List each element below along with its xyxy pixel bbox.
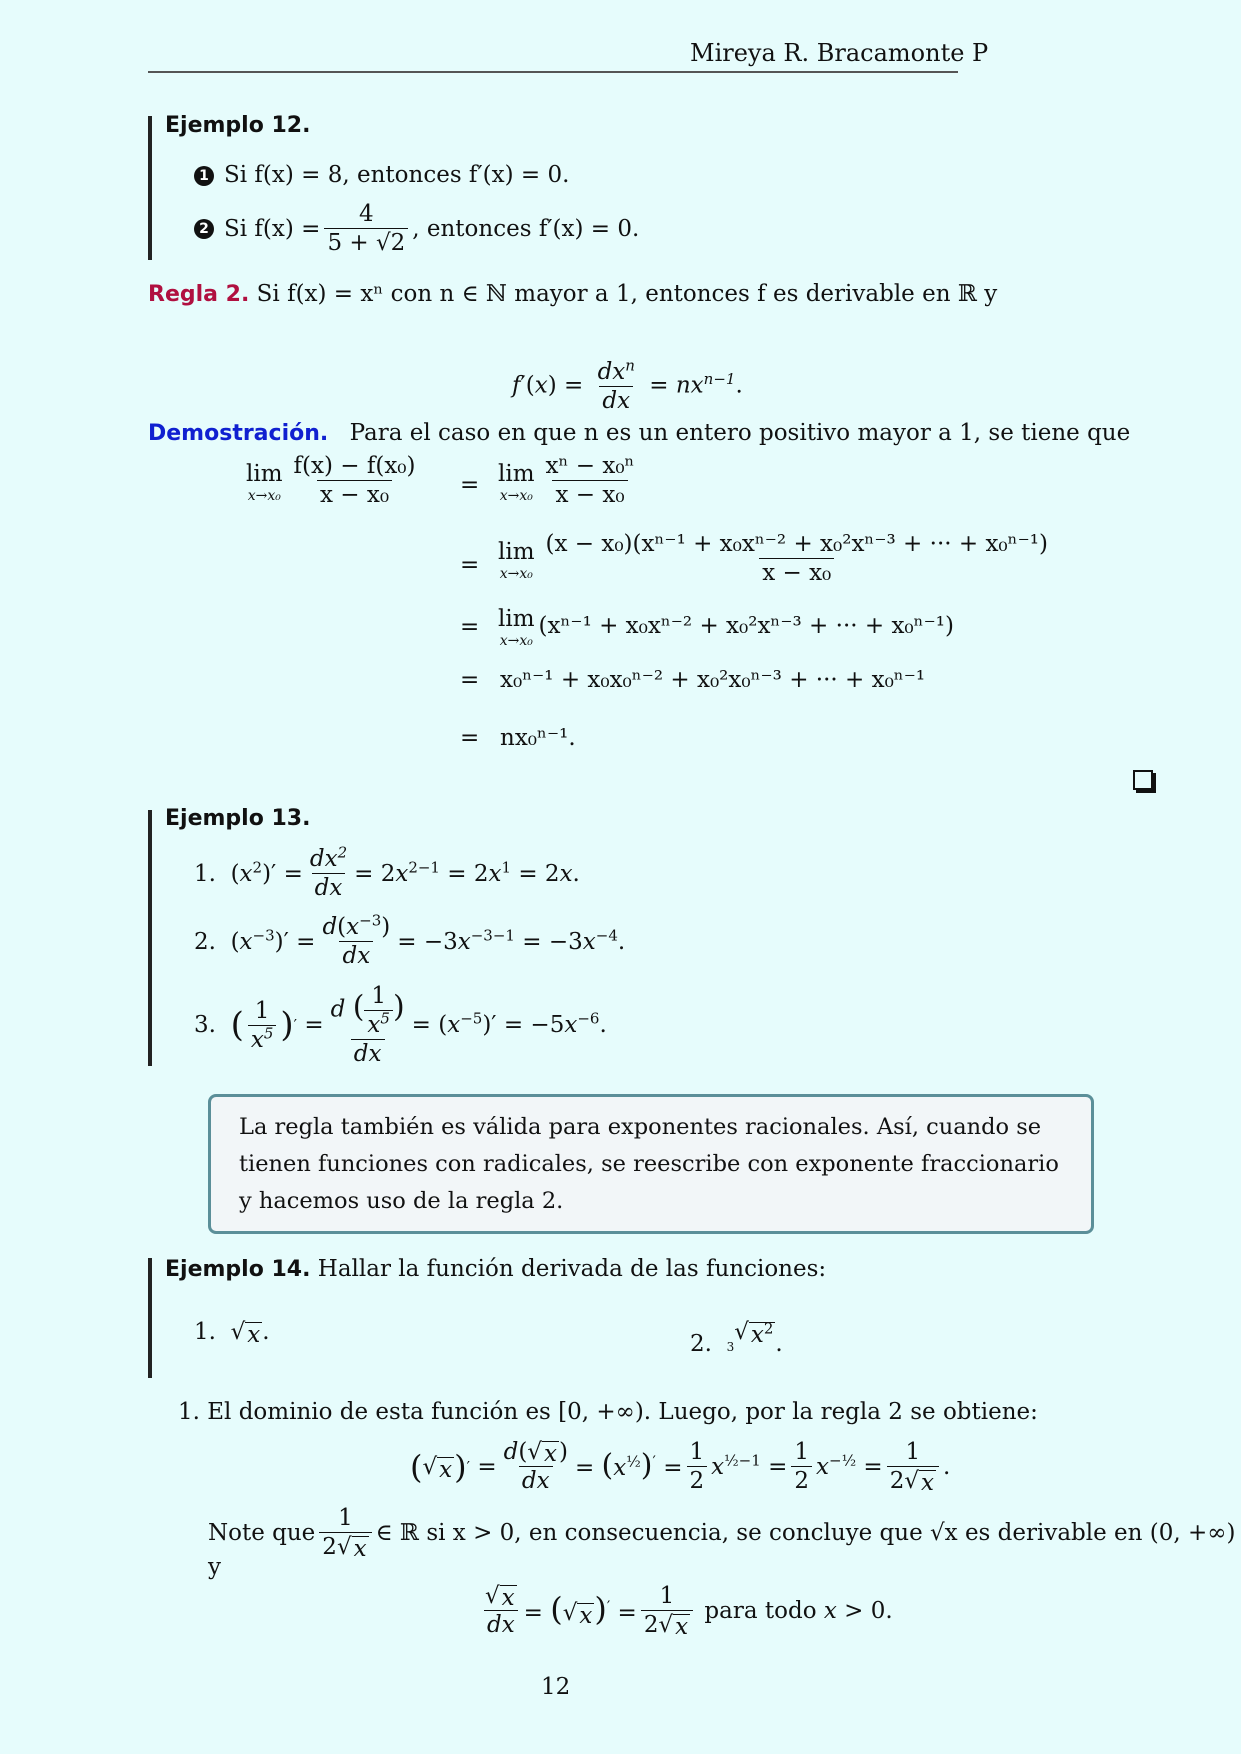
- ejemplo13-item2: 2. $(x^{-3})'$ = $\frac{d(x^{-3})}{dx}$ = $-3x^{-3-1} = -3x^{-4}$.: [194, 911, 626, 969]
- ejemplo12-title: Ejemplo 12.: [165, 113, 311, 138]
- ejemplo13-bar: [148, 810, 152, 1066]
- demo-lhs: lim x→x₀ $\frac{\text{f(x) − f(x₀)}}{\text{x − x₀}}$: [246, 453, 416, 508]
- sol-note: Note que 1 2√ x ∈ ℝ si x > 0, en consecuencia, se concluye que √x es derivable en (0, +∞): [208, 1505, 1236, 1562]
- ejemplo12-item2: 2 Si f(x) = $\frac{4}{5 + √2}$ , entonces f′(x) = 0.: [194, 200, 639, 257]
- sol-formula2: √ x dx = (√ x )′ = 1 2√ x para todo x > 0.: [485, 1583, 893, 1640]
- regla2-line: Regla 2. Si f(x) = xⁿ con n ∈ ℕ mayor a 1, entonces f es derivable en ℝ y: [148, 281, 998, 307]
- demo-step5: nx₀ⁿ⁻¹.: [500, 725, 576, 751]
- ejemplo14-line: Ejemplo 14. Hallar la función derivada de las funciones:: [165, 1256, 827, 1282]
- bullet-icon: 2: [194, 219, 214, 239]
- ejemplo12-bar: [148, 116, 152, 260]
- ejemplo14-item1: 1. √ x .: [194, 1319, 270, 1348]
- sol-y: y: [208, 1554, 221, 1580]
- note-box: [208, 1094, 1094, 1234]
- demo-step4: x₀ⁿ⁻¹ + x₀x₀ⁿ⁻² + x₀²x₀ⁿ⁻³ + ··· + x₀ⁿ⁻¹: [500, 667, 926, 693]
- demo-step2: lim x→x₀ $\frac{\text{(x − x₀)(xⁿ⁻¹ + x₀xⁿ⁻² + x₀²xⁿ⁻³ + ··· + x₀ⁿ⁻¹)}}{\text{x − x₀}}$: [498, 531, 1048, 586]
- sol-formula1: ( √ x ) ′ = d(√ x ) dx = $(x^{\frac{1}{2}})'$ = $\frac{1}{2}$ $x^{\frac{1}{2}-1}$ = $\frac{1}{2}$ $x^{-\frac{1}{2}}$ = 1 2√ x .: [410, 1439, 951, 1496]
- ejemplo13-item3: 3. ( $\frac{1}{x^5}$ ) ′ = d ( $\frac{1}{x^5}$ ) dx = $(x^{-5})' = -5x^{-6}$.: [194, 983, 607, 1067]
- bullet-icon: 1: [194, 166, 214, 186]
- note-text: La regla también es válida para exponentes racionales. Así, cuando se tienen funciones con radicales, se reescribe con exponente fraccionario y hacemos uso de la regla 2.: [239, 1114, 1059, 1214]
- demo-eq-2: =: [460, 552, 480, 578]
- fraction: $\frac{4}{5 + √2}$: [324, 200, 408, 257]
- demo-eq-5: =: [460, 725, 480, 751]
- demo-step1: lim x→x₀ $\frac{\text{xⁿ − x₀ⁿ}}{\text{x − x₀}}$: [498, 453, 635, 508]
- regla2-formula: f′(x) = $\frac{dx^n}{dx}$ = $nx^{n-1}$.: [512, 356, 743, 414]
- ejemplo14-bar: [148, 1258, 152, 1378]
- ejemplo14-item2: 2. 3 √ $x^2$ .: [690, 1319, 783, 1357]
- page-number: 12: [541, 1674, 571, 1700]
- ejemplo13-item1: 1. $(x^2)'$ = $\frac{dx^2}{dx}$ = $2x^{2-1} = 2x^1 = 2x$.: [194, 843, 580, 901]
- demo-eq-3: =: [460, 614, 480, 640]
- demo-step3: lim x→x₀ (xⁿ⁻¹ + x₀xⁿ⁻² + x₀²xⁿ⁻³ + ··· + x₀ⁿ⁻¹): [498, 606, 954, 649]
- header-rule: [148, 71, 958, 73]
- ejemplo12-item1: 1 Si f(x) = 8, entonces f′(x) = 0.: [194, 160, 569, 190]
- header-author: Mireya R. Bracamonte P: [690, 39, 989, 67]
- sol-p1: 1. El dominio de esta función es [0, +∞). Luego, por la regla 2 se obtiene:: [178, 1399, 1038, 1425]
- demo-eq-4: =: [460, 667, 480, 693]
- qed-square-icon: [1133, 770, 1153, 790]
- ejemplo13-title: Ejemplo 13.: [165, 806, 311, 831]
- demo-line: Demostración. Para el caso en que n es un entero positivo mayor a 1, se tiene que: [148, 420, 1131, 446]
- demo-eq-1: =: [460, 472, 480, 498]
